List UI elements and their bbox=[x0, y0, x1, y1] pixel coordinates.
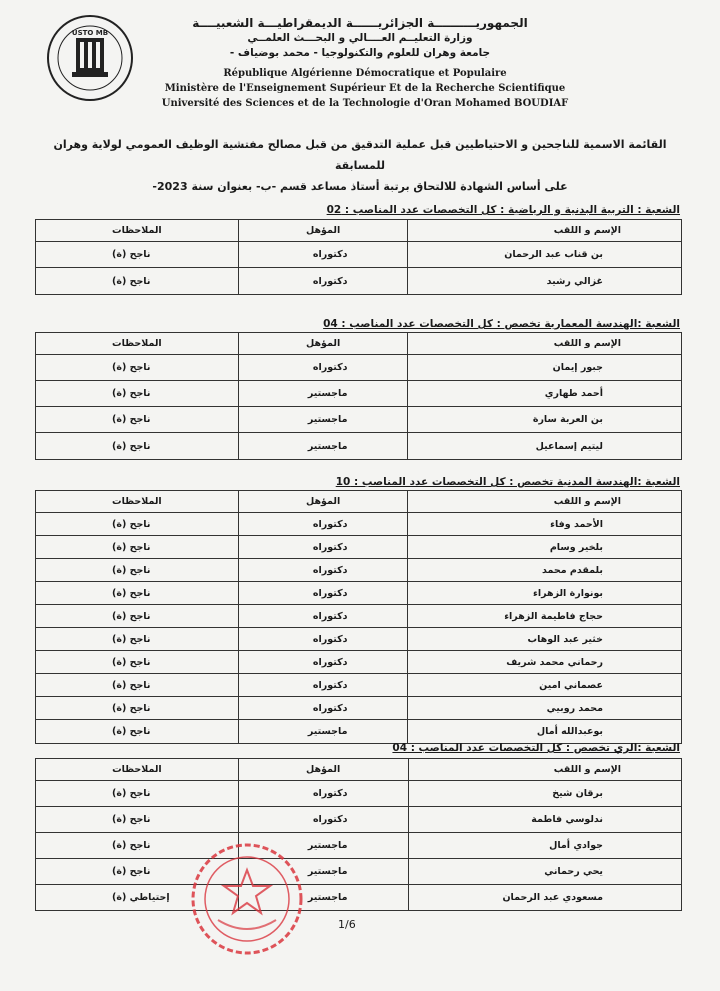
table-row bbox=[36, 407, 682, 433]
official-stamp-icon bbox=[188, 840, 306, 958]
cell-name: غزالي رشيد bbox=[408, 268, 682, 295]
cell-note: ناجح (ة) bbox=[36, 807, 239, 833]
cell-qualification: ماجستير bbox=[238, 433, 408, 460]
cell-note: ناجح (ة) bbox=[36, 833, 239, 859]
header-arabic bbox=[190, 16, 530, 61]
table-row bbox=[36, 355, 682, 381]
page-number: 1/6 bbox=[338, 918, 356, 931]
table-row bbox=[36, 268, 682, 295]
cell-note: ناجح (ة) bbox=[36, 355, 239, 381]
section-title: الشعبة :الهندسة المدنية تخصص : كل التخصصات عدد المناصب : 10 bbox=[335, 476, 680, 488]
cell-name: برقان شيخ bbox=[408, 781, 681, 807]
cell-name: بلمقدم محمد bbox=[408, 559, 682, 582]
table-row bbox=[36, 628, 682, 651]
cell-note: ناجح (ة) bbox=[36, 381, 239, 407]
table-row bbox=[36, 781, 682, 807]
cell-note: ناجح (ة) bbox=[36, 242, 239, 268]
cell-qualification: ماجستير bbox=[238, 381, 408, 407]
column-header-qualification: المؤهل bbox=[238, 220, 408, 242]
cell-qualification: دكتوراه bbox=[238, 781, 408, 807]
results-table bbox=[35, 758, 682, 911]
header-ar-line: جامعة وهران للعلوم والتكنولوجيا - محمد بوضياف - bbox=[229, 47, 491, 59]
cell-note: ناجح (ة) bbox=[36, 513, 239, 536]
table-header-row bbox=[36, 759, 682, 781]
title-line: على أساس الشهادة للالتحاق برتبة أستاذ مساعد قسم -ب- بعنوان سنة 2023- bbox=[152, 180, 568, 193]
cell-qualification: دكتوراه bbox=[238, 513, 408, 536]
table-row bbox=[36, 720, 682, 744]
column-header-name: الإسم و اللقب bbox=[408, 333, 682, 355]
cell-name: جوادي أمال bbox=[408, 833, 681, 859]
cell-name: بن العربة سارة bbox=[408, 407, 682, 433]
cell-qualification: دكتوراه bbox=[238, 242, 408, 268]
cell-note: ناجح (ة) bbox=[36, 628, 239, 651]
table-row bbox=[36, 885, 682, 911]
header-fr-line: Ministère de l'Enseignement Supérieur Et de la Recherche Scientifique bbox=[164, 83, 566, 94]
column-header-notes: الملاحظات bbox=[36, 333, 239, 355]
section-title: الشعبة :الري تخصص : كل التخصصات عدد المناصب : 04 bbox=[392, 742, 680, 754]
document-title bbox=[40, 134, 680, 197]
cell-note: ناجح (ة) bbox=[36, 651, 239, 674]
table-row bbox=[36, 513, 682, 536]
cell-note: ناجح (ة) bbox=[36, 859, 239, 885]
section-title: الشعبة :الهندسة المعمارية تخصص : كل التخصصات عدد المناصب : 04 bbox=[323, 318, 680, 330]
header-french bbox=[140, 66, 590, 111]
cell-name: حجاج فاطيمة الزهراء bbox=[408, 605, 682, 628]
column-header-notes: الملاحظات bbox=[36, 759, 239, 781]
cell-name: يحي رحماني bbox=[408, 859, 681, 885]
cell-name: جبور إيمان bbox=[408, 355, 682, 381]
university-logo bbox=[46, 14, 134, 102]
cell-name: ليتيم إسماعيل bbox=[408, 433, 682, 460]
results-table bbox=[35, 219, 682, 295]
column-header-name: الإسم و اللقب bbox=[408, 220, 682, 242]
cell-qualification: دكتوراه bbox=[238, 559, 408, 582]
cell-qualification: دكتوراه bbox=[238, 582, 408, 605]
cell-name: خثير عبد الوهاب bbox=[408, 628, 682, 651]
column-header-qualification: المؤهل bbox=[238, 759, 408, 781]
cell-name: عصماني امين bbox=[408, 674, 682, 697]
results-table bbox=[35, 332, 682, 460]
table-header-row bbox=[36, 333, 682, 355]
table-row bbox=[36, 582, 682, 605]
cell-note: ناجح (ة) bbox=[36, 559, 239, 582]
table-row bbox=[36, 242, 682, 268]
cell-note: ناجح (ة) bbox=[36, 268, 239, 295]
table-header-row bbox=[36, 220, 682, 242]
table-row bbox=[36, 833, 682, 859]
header-ar-line: الجمهوريــــــــــة الجزائريــــــة الديمقراطيـــة الشعبيــــة bbox=[192, 16, 528, 30]
table-row bbox=[36, 697, 682, 720]
cell-qualification: دكتوراه bbox=[238, 807, 408, 833]
table-row bbox=[36, 674, 682, 697]
cell-name: بن قناب عبد الرحمان bbox=[408, 242, 682, 268]
header-fr-line: Université des Sciences et de la Technologie d'Oran Mohamed BOUDIAF bbox=[161, 98, 569, 109]
cell-qualification: دكتوراه bbox=[238, 605, 408, 628]
cell-qualification: ماجستير bbox=[238, 885, 408, 911]
cell-qualification: ماجستير bbox=[238, 833, 408, 859]
cell-qualification: دكتوراه bbox=[238, 674, 408, 697]
cell-qualification: دكتوراه bbox=[238, 536, 408, 559]
cell-qualification: ماجستير bbox=[238, 407, 408, 433]
table-row bbox=[36, 651, 682, 674]
cell-qualification: دكتوراه bbox=[238, 651, 408, 674]
cell-name: ندلوسي فاطمة bbox=[408, 807, 681, 833]
cell-note: ناجح (ة) bbox=[36, 582, 239, 605]
section-title: الشعبة : التربية البدنية و الرياضية : كل التخصصات عدد المناصب : 02 bbox=[326, 204, 680, 216]
cell-qualification: دكتوراه bbox=[238, 697, 408, 720]
header-fr-line: République Algérienne Démocratique et Populaire bbox=[223, 68, 507, 79]
cell-name: محمد روبيي bbox=[408, 697, 682, 720]
cell-name: بونوارة الزهراء bbox=[408, 582, 682, 605]
column-header-name: الإسم و اللقب bbox=[408, 759, 681, 781]
logo-text: USTO MB bbox=[71, 29, 109, 37]
cell-note: ناجح (ة) bbox=[36, 674, 239, 697]
column-header-qualification: المؤهل bbox=[238, 491, 408, 513]
cell-note: إحتياطي (ة) bbox=[36, 885, 239, 911]
table-row bbox=[36, 807, 682, 833]
table-row bbox=[36, 605, 682, 628]
table-row bbox=[36, 536, 682, 559]
cell-qualification: ماجستير bbox=[238, 859, 408, 885]
cell-name: بوعبدالله أمال bbox=[408, 720, 682, 744]
title-line: القائمة الاسمية للناجحين و الاحتياطيين قبل عملية التدقيق من قبل مصالح مفتشية الوظيف العمومي لولاية وهران للمسابقة bbox=[53, 138, 667, 172]
column-header-qualification: المؤهل bbox=[238, 333, 408, 355]
cell-note: ناجح (ة) bbox=[36, 697, 239, 720]
table-row bbox=[36, 433, 682, 460]
cell-qualification: دكتوراه bbox=[238, 355, 408, 381]
header-ar-line: وزارة التعليــم العــــالي و البحـــث العلمــي bbox=[247, 32, 473, 44]
column-header-name: الإسم و اللقب bbox=[408, 491, 682, 513]
cell-name: مسعودي عبد الرحمان bbox=[408, 885, 681, 911]
cell-qualification: دكتوراه bbox=[238, 268, 408, 295]
cell-name: الأحمد وفاء bbox=[408, 513, 682, 536]
cell-name: أحمد طهاري bbox=[408, 381, 682, 407]
table-row bbox=[36, 859, 682, 885]
cell-note: ناجح (ة) bbox=[36, 605, 239, 628]
column-header-notes: الملاحظات bbox=[36, 491, 239, 513]
cell-note: ناجح (ة) bbox=[36, 781, 239, 807]
column-header-notes: الملاحظات bbox=[36, 220, 239, 242]
cell-qualification: دكتوراه bbox=[238, 628, 408, 651]
cell-name: بلخير وسام bbox=[408, 536, 682, 559]
cell-note: ناجح (ة) bbox=[36, 433, 239, 460]
table-header-row bbox=[36, 491, 682, 513]
cell-note: ناجح (ة) bbox=[36, 720, 239, 744]
table-row bbox=[36, 381, 682, 407]
cell-note: ناجح (ة) bbox=[36, 536, 239, 559]
cell-note: ناجح (ة) bbox=[36, 407, 239, 433]
table-row bbox=[36, 559, 682, 582]
cell-name: رحماني محمد شريف bbox=[408, 651, 682, 674]
cell-qualification: ماجستير bbox=[238, 720, 408, 744]
results-table bbox=[35, 490, 682, 744]
